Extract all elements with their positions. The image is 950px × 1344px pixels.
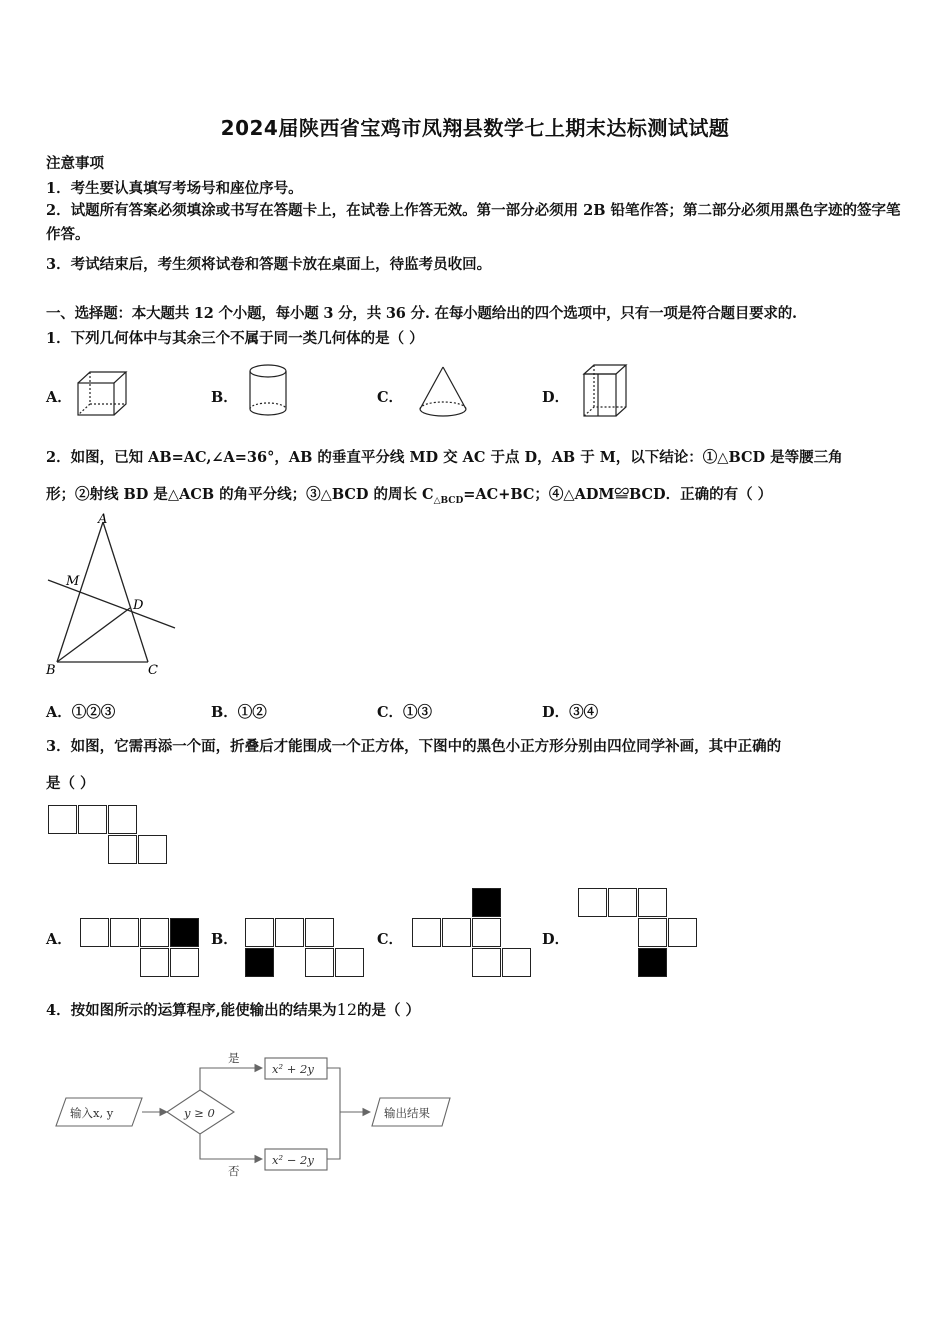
flow-output-label: 输出结果: [384, 1106, 430, 1120]
q3-option-a: A．: [46, 931, 72, 948]
flow-condition-label: y ≥ 0: [184, 1106, 215, 1120]
flowchart: [50, 1040, 460, 1180]
q2-option-d: D．③④: [542, 704, 599, 721]
notice-item-2: 2．试题所有答案必须填涂或书写在答题卡上，在试卷上作答无效。第一部分必须用 2B 铅笔作答；第二部分必须用黑色字迹的签字笔作答。: [46, 202, 901, 243]
notice-item-1: 1．考生要认真填写考场号和座位序号。: [46, 180, 303, 197]
q1-option-b: B．: [211, 389, 238, 406]
prism-icon: [580, 362, 630, 420]
q3-stem-line1: 3．如图，它需再添一个面，折叠后才能围成一个正方体，下图中的黑色小正方形分别由四位同学补画，其中正确的: [46, 738, 782, 755]
label-d: D: [133, 598, 144, 613]
flow-expr-yes: x² + 2y: [272, 1062, 314, 1076]
q4-stem-number: 12: [336, 1000, 357, 1019]
q1-option-a: A．: [46, 389, 72, 406]
q3-option-c: C．: [377, 931, 404, 948]
q4-stem: [46, 999, 420, 1020]
label-a: A: [98, 512, 108, 527]
q3-option-d: D．: [542, 931, 570, 948]
label-m: M: [66, 574, 80, 589]
q3-stem-line2: 是（ ）: [46, 775, 95, 792]
notice-heading: 注意事项: [46, 155, 104, 172]
page-title: 2024届陕西省宝鸡市凤翔县数学七上期末达标测试试题: [220, 116, 730, 140]
label-c: C: [148, 663, 158, 678]
q2-option-a: A．①②③: [46, 704, 116, 721]
section-heading: 一、选择题：本大题共 12 个小题，每小题 3 分，共 36 分. 在每小题给出的四个选项中，只有一项是符合题目要求的.: [46, 305, 797, 322]
q4-stem-pre: 4．按如图所示的运算程序,能使输出的结果为: [46, 1002, 337, 1019]
flow-yes-label: 是: [228, 1051, 240, 1065]
q3-option-b: B．: [211, 931, 238, 948]
q2-stem-line1: 2．如图，已知 AB=AC,∠A=36°，AB 的垂直平分线 MD 交 AC 于点 D，AB 于 M，以下结论：①△BCD 是等腰三角: [46, 449, 843, 466]
q2-option-b: B．①②: [211, 704, 267, 721]
q1-option-c: C．: [377, 389, 404, 406]
label-b: B: [46, 663, 56, 678]
flow-expr-no: x² − 2y: [272, 1153, 314, 1167]
q2-option-c: C．①③: [377, 704, 433, 721]
q4-stem-post: 的是（ ）: [357, 1002, 421, 1019]
flow-input-label: 输入x, y: [70, 1106, 114, 1120]
q2-stem-line2-post: =AC+BC；④△ADM≌BCD．正确的有（ ）: [463, 486, 773, 503]
notice-item-3: 3．考试结束后，考生须将试卷和答题卡放在桌面上，待监考员收回。: [46, 256, 492, 273]
q2-stem-line2: [46, 483, 772, 506]
q1-stem: 1．下列几何体中与其余三个不属于同一类几何体的是（ ）: [46, 330, 424, 347]
q2-stem-sub: △BCD: [433, 495, 464, 506]
cone-icon: [416, 363, 472, 419]
flow-no-label: 否: [228, 1164, 240, 1178]
q2-stem-line2-pre: 形；②射线 BD 是△ACB 的角平分线；③△BCD 的周长 C: [46, 486, 434, 503]
triangle-figure: [40, 508, 190, 683]
cylinder-icon: [246, 362, 292, 418]
q1-option-d: D．: [542, 389, 570, 406]
cube-icon: [74, 369, 130, 419]
